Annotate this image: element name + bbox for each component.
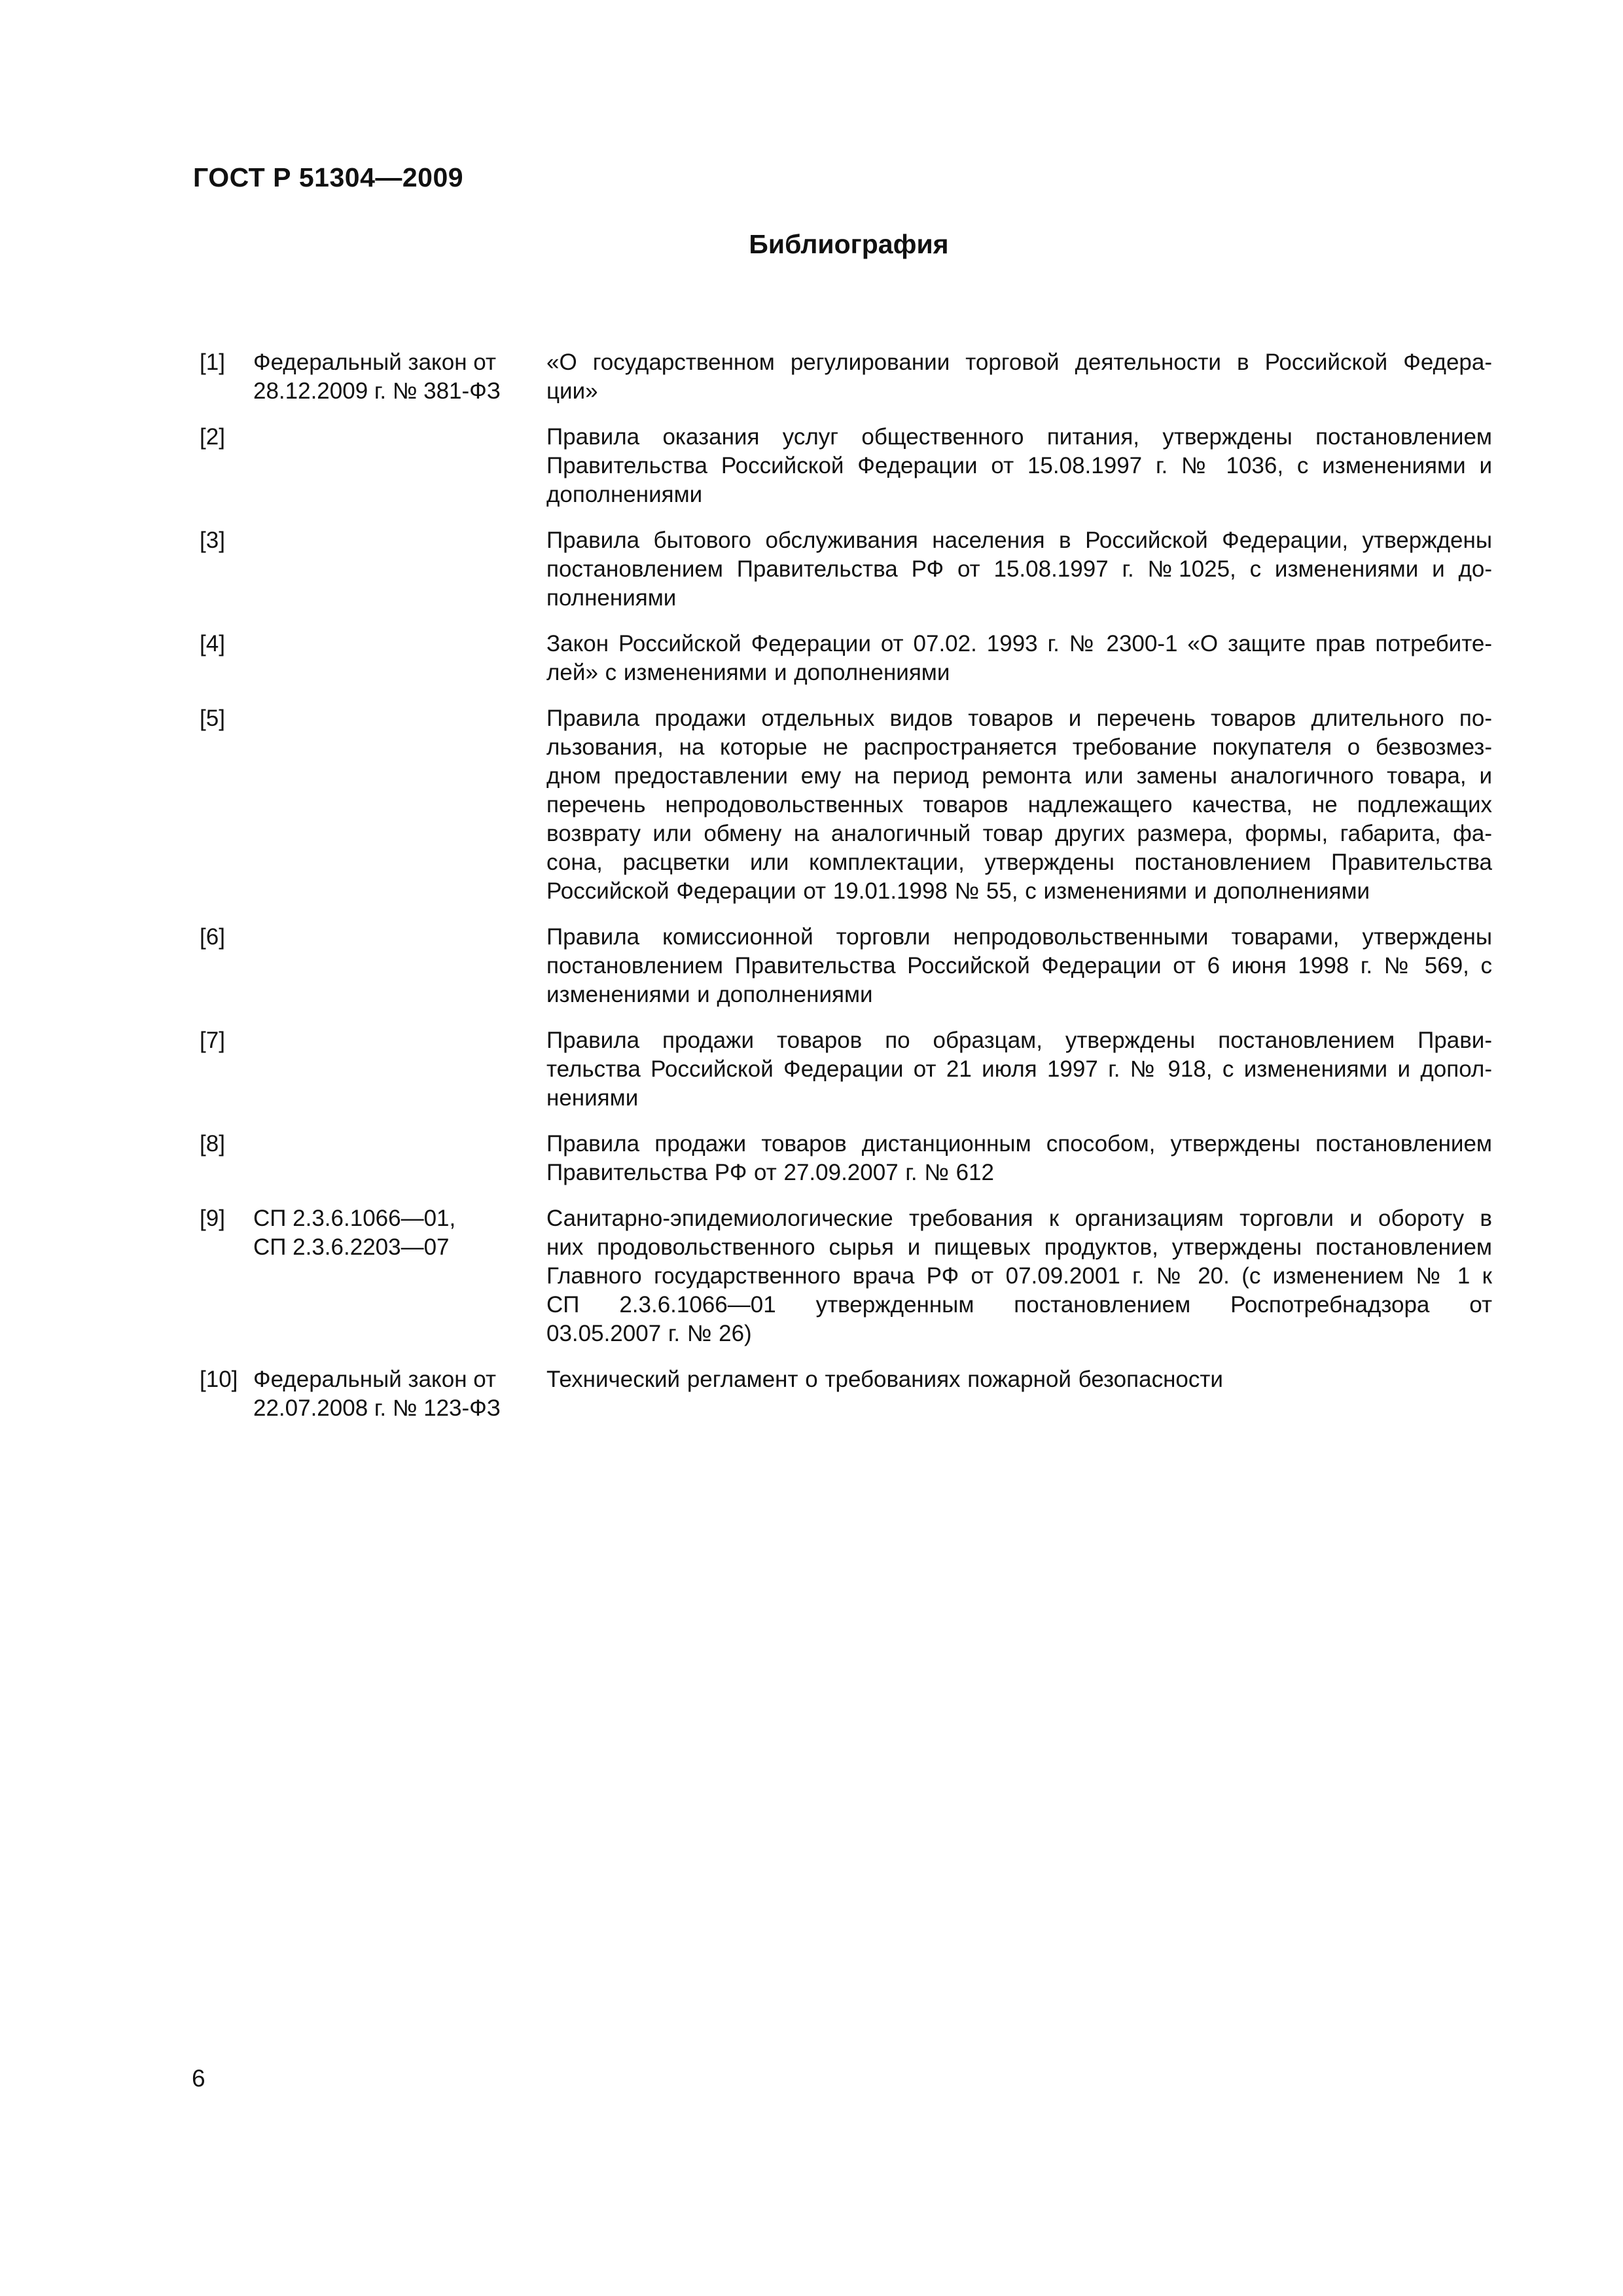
document-code: ГОСТ Р 51304—2009 [193,162,464,192]
text-line: Правила продажи отдельных видов товаров и перечень товаров длительного по- [546,706,1492,731]
text-line: Правила бытового обслуживания населения в Российской Федерации, утверждены [546,528,1492,553]
text-line: дном предоставлении ему на период ремонта или замены аналогичного товара, и [546,763,1492,789]
text-line: Санитарно-эпидемиологические требования к организациям торговли и обороту в [546,1206,1492,1231]
bibliography-entry-source [253,348,546,406]
text-line: Технический регламент о требованиях пожарной безопасности [546,1367,1223,1392]
bibliography-entry [200,704,1492,906]
bibliography-entry-text [546,1026,1492,1113]
text-line: возврату или обмену на аналогичный товар других размера, формы, габарита, фа- [546,821,1492,846]
text-line: «О государственном регулировании торговой деятельности в Российской Федера- [546,350,1492,375]
bibliography-entry-text [546,423,1492,509]
text-line: Правительства РФ от 27.09.2007 г. № 612 [546,1160,994,1185]
bibliography-entry-number: [1] [200,350,225,375]
bibliography-entry-number: [4] [200,631,225,656]
bibliography-entry-number: [7] [200,1028,225,1053]
text-line: СП 2.3.6.1066—01 утвержденным постановлением Роспотребнадзора от [546,1292,1492,1318]
bibliography-entry-text [546,704,1492,906]
text-line: полнениями [546,585,677,611]
bibliography-entry [200,526,1492,613]
text-line: перечень непродовольственных товаров надлежащего качества, не подлежащих [546,792,1492,817]
bibliography-entry [200,1130,1492,1187]
bibliography-entry-text [546,630,1492,687]
text-line: 03.05.2007 г. № 26) [546,1321,752,1346]
text-line: льзования, на которые не распространяется требование покупателя о безвозмез- [546,734,1492,760]
text-line: ции» [546,378,598,404]
bibliography-entry-source [253,1365,546,1423]
bibliography-entry-text [546,1130,1492,1187]
source-line: 28.12.2009 г. № 381-ФЗ [253,378,501,404]
text-line: Правила продажи товаров дистанционным способом, утверждены постановлением [546,1131,1492,1157]
text-line: Правила оказания услуг общественного питания, утверждены постановлением [546,424,1492,450]
text-line: Правила комиссионной торговли непродовольственными товарами, утверждены [546,924,1492,950]
text-line: Главного государственного врача РФ от 07.09.2001 г. № 20. (с изменением № 1 к [546,1263,1492,1289]
bibliography-entry [200,1026,1492,1113]
bibliography-entry-text [546,923,1492,1009]
text-line: нениями [546,1085,639,1111]
source-line: СП 2.3.6.2203—07 [253,1234,450,1260]
text-line: дополнениями [546,482,703,507]
bibliography-entry-text [546,526,1492,613]
text-line: тельства Российской Федерации от 21 июля 1997 г. № 918, с изменениями и допол- [546,1056,1492,1082]
bibliography-entry-text [546,348,1492,406]
bibliography-entry-number: [8] [200,1131,225,1157]
text-line: Правила продажи товаров по образцам, утверждены постановлением Прави- [546,1028,1492,1053]
source-line: Федеральный закон от [253,1367,497,1392]
text-line: сона, расцветки или комплектации, утверждены постановлением Правительства [546,850,1492,875]
text-line: них продовольственного сырья и пищевых продуктов, утверждены постановлением [546,1234,1492,1260]
bibliography-entry-number: [6] [200,924,225,950]
text-line: постановлением Правительства Российской Федерации от 6 июня 1998 г. № 569, с [546,953,1492,978]
bibliography-entry-number: [9] [200,1206,225,1231]
bibliography-list [200,348,1492,1440]
source-line: 22.07.2008 г. № 123-ФЗ [253,1395,501,1421]
page-title: Библиография [749,229,949,259]
bibliography-entry-number: [10] [200,1367,238,1392]
bibliography-entry-source [253,1204,546,1262]
text-line: Закон Российской Федерации от 07.02. 1993 г. № 2300-1 «О защите прав потребите- [546,631,1492,656]
bibliography-entry [200,423,1492,509]
text-line: Правительства Российской Федерации от 15.08.1997 г. № 1036, с изменениями и [546,453,1492,478]
text-line: Российской Федерации от 19.01.1998 № 55, с изменениями и дополнениями [546,878,1370,904]
bibliography-entry-number: [5] [200,706,225,731]
text-line: изменениями и дополнениями [546,982,873,1007]
bibliography-entry-number: [3] [200,528,225,553]
bibliography-entry [200,630,1492,687]
bibliography-entry [200,1204,1492,1348]
source-line: СП 2.3.6.1066—01, [253,1206,456,1231]
bibliography-entry [200,923,1492,1009]
text-line: постановлением Правительства РФ от 15.08.1997 г. №1025, с изменениями и до- [546,556,1492,582]
bibliography-entry [200,348,1492,406]
text-line: лей» с изменениями и дополнениями [546,660,950,685]
page-number: 6 [192,2065,205,2092]
bibliography-entry-text [546,1365,1492,1394]
bibliography-entry-number: [2] [200,424,225,450]
bibliography-entry-text [546,1204,1492,1348]
source-line: Федеральный закон от [253,350,497,375]
bibliography-entry [200,1365,1492,1423]
